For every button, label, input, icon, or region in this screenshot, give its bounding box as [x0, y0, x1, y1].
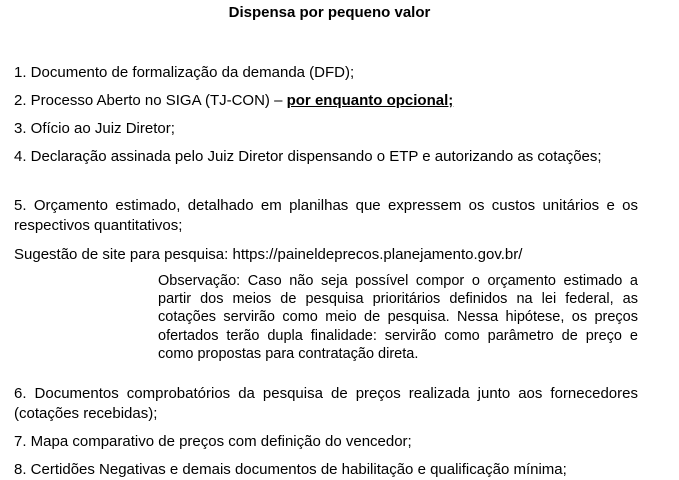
list-item-2: [14, 91, 638, 111]
observation-note: Observação: Caso não seja possível compor o orçamento estimado a partir dos meios de pesquisa prioritários definidos na lei federal, as cotações servirão como meio de pesquisa. Nessa hipótese, os preços ofertados terão dupla finalidade: servirão como parâmetro de preço e como propostas para contratação direta.: [158, 273, 638, 362]
list-item-1: 1. Documento de formalização da demanda (DFD);: [14, 64, 355, 81]
list-item-2-text: 2. Processo Aberto no SIGA (TJ-CON) –: [14, 92, 287, 109]
list-item-7: 7. Mapa comparativo de preços com definição do vencedor;: [14, 433, 412, 450]
list-item-4: 4. Declaração assinada pelo Juiz Diretor dispensando o ETP e autorizando as cotações;: [14, 148, 602, 165]
list-item-5: 5. Orçamento estimado, detalhado em planilhas que expressem os custos unitários e os respectivos quantitativos;: [14, 197, 638, 234]
list-item-6: 6. Documentos comprobatórios da pesquisa de preços realizada junto aos fornecedores (cotações recebidas);: [14, 385, 638, 422]
list-item-3: 3. Ofício ao Juiz Diretor;: [14, 120, 175, 137]
document-title: Dispensa por pequeno valor: [228, 4, 431, 21]
list-item-8: 8. Certidões Negativas e demais documentos de habilitação e qualificação mínima;: [14, 461, 567, 478]
list-item-2-emphasis: por enquanto opcional;: [286, 92, 454, 109]
research-site-suggestion: Sugestão de site para pesquisa: https://paineldeprecos.planejamento.gov.br/: [14, 246, 523, 263]
